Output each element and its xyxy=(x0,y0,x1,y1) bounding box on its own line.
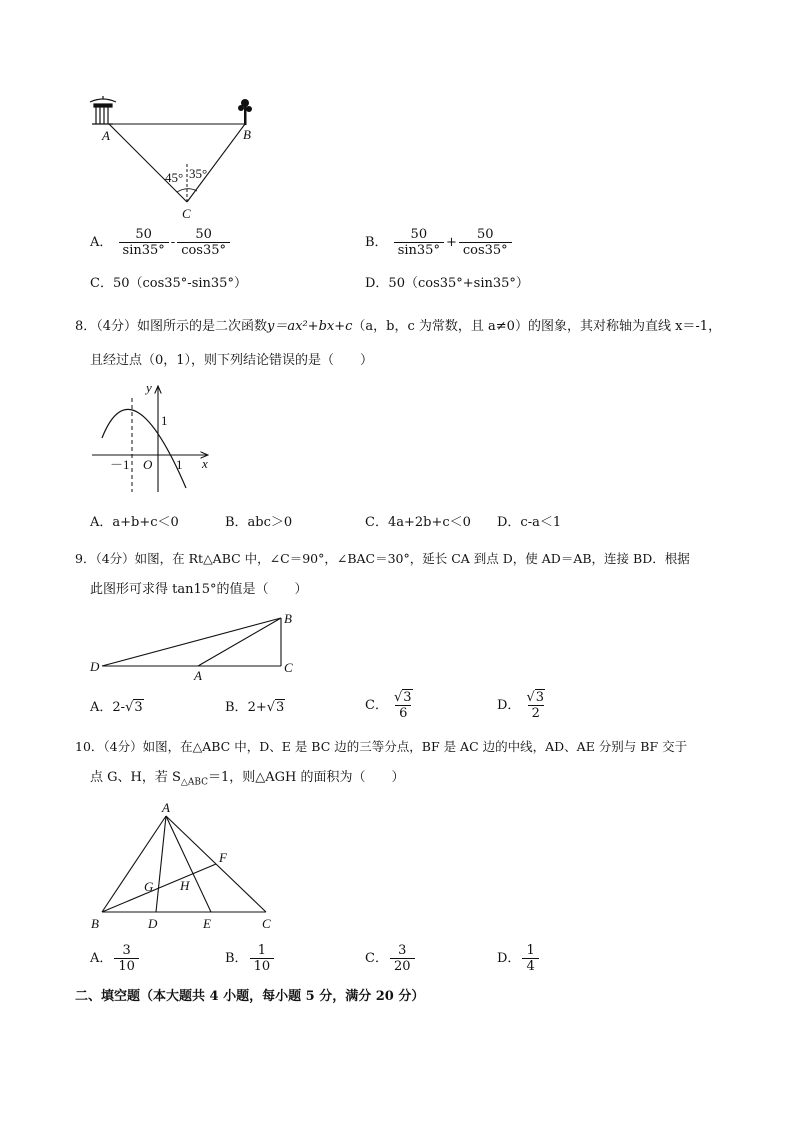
q9-label-b: B xyxy=(284,611,292,626)
tree-icon xyxy=(238,99,252,125)
fraction: $\frac{√3}{2}$ xyxy=(526,690,545,721)
q10-label-f: F xyxy=(219,850,227,865)
q10-option-b: B． $\frac{1}{10}$ xyxy=(225,943,276,974)
q9-label-c: C xyxy=(284,660,293,675)
q10-stem-line2: 点 G、H，若 $S_{\triangle ABC}=1$，则△AGH 的面积为（ ） xyxy=(90,770,405,788)
fraction: $\frac{1}{4}$ xyxy=(522,943,538,974)
q8-stem-line2: 且经过点（0，1），则下列结论错误的是（ ） xyxy=(90,353,374,368)
q10-label-e: E xyxy=(203,916,211,931)
fraction: $\frac{50}{\sin 35^\circ}$ xyxy=(394,227,444,258)
q7-label-b: B xyxy=(243,127,251,142)
q7-triangle-figure xyxy=(85,94,285,224)
q8-option-a: A．a+b+c＜0 xyxy=(90,515,179,530)
q9-option-c: C． $\frac{√3}{6}$ xyxy=(365,690,419,721)
q8-stem-line1: 8．（4分）如图所示的是二次函数y＝ax²+bx+c（a，b，c 为常数，且 a≠0）的图象，其对称轴为直线 x＝-1， xyxy=(75,319,722,334)
q8-label-y: y xyxy=(146,380,152,395)
q8-label-x: x xyxy=(202,456,208,471)
q10-option-a: A． $\frac{3}{10}$ xyxy=(90,943,141,974)
section-heading-fill-in: 二、填空题（本大题共 4 小题，每小题 5 分，满分 20 分） xyxy=(75,989,425,1004)
sqrt: √3 xyxy=(266,700,285,715)
fraction: $\frac{3}{20}$ xyxy=(390,943,415,974)
q10-stem-line1: 10．（4分）如图，在△ABC 中，D、E 是 BC 边的三等分点，BF 是 AC 边的中线，AD、AE 分别与 BF 交于 xyxy=(75,739,688,754)
q8-option-d: D．c-a＜1 xyxy=(497,515,562,530)
q9-option-b: B．2+√3 xyxy=(225,700,285,715)
q10-option-c: C． $\frac{3}{20}$ xyxy=(365,943,417,974)
q7-label-a: A xyxy=(102,128,110,143)
q10-label-c: C xyxy=(262,916,271,931)
q10-label-b: B xyxy=(91,916,99,931)
q10-option-d: D． $\frac{1}{4}$ xyxy=(497,943,541,974)
q9-label-d: D xyxy=(90,659,100,674)
q7-option-b: B． $\frac{50}{\sin 35^\circ}$ + $\frac{50}{\cos 35^\circ}$ xyxy=(365,227,514,258)
q7-option-a: A． $\frac{50}{\sin 35^\circ}$ - $\frac{50}{\cos 35^\circ}$ xyxy=(90,227,232,258)
fraction: $\frac{1}{10}$ xyxy=(250,943,275,974)
q7-option-d: D．50（cos35°+sin35°） xyxy=(365,276,529,291)
sqrt: √3 xyxy=(125,700,143,715)
q7-angle-35: 35° xyxy=(189,166,208,181)
q7-angle-45: 45° xyxy=(165,170,184,185)
q10-label-d: D xyxy=(148,916,158,931)
fraction: $\frac{50}{\cos 35^\circ}$ xyxy=(459,227,512,258)
q10-label-h: H xyxy=(180,878,190,893)
q10-triangle-figure xyxy=(88,798,288,938)
q8-option-c: C．4a+2b+c＜0 xyxy=(365,515,471,530)
q9-stem-line1: 9．（4分）如图，在 Rt△ABC 中，∠C＝90°，∠BAC＝30°，延长 CA 到点 D，使 AD＝AB，连接 BD．根据 xyxy=(75,551,690,566)
q9-stem-line2: 此图形可求得 tan15°的值是（ ） xyxy=(90,582,308,597)
q8-parabola-graph xyxy=(88,380,228,500)
fraction: $\frac{3}{10}$ xyxy=(114,943,139,974)
q9-triangle-figure xyxy=(88,608,308,683)
pavilion-icon xyxy=(90,96,116,124)
q9-label-a: A xyxy=(194,668,202,683)
fraction: $\frac{50}{\sin 35^\circ}$ xyxy=(119,227,169,258)
q8-label-one-y: 1 xyxy=(161,413,168,428)
q8-label-neg-one: －1 xyxy=(110,457,130,472)
q7-label-c: C xyxy=(182,206,191,221)
q9-option-a: A．2-√3 xyxy=(90,700,143,715)
fraction: $\frac{50}{\cos 35^\circ}$ xyxy=(177,227,230,258)
q8-label-origin: O xyxy=(143,457,153,472)
q8-label-one-x: 1 xyxy=(176,457,183,472)
q10-label-g: G xyxy=(144,879,154,894)
fraction: $\frac{√3}{6}$ xyxy=(393,690,412,721)
q8-option-b: B．abc＞0 xyxy=(225,515,293,530)
q7-option-c: C．50（cos35°-sin35°） xyxy=(90,276,247,291)
q9-option-d: D． $\frac{√3}{2}$ xyxy=(497,690,551,721)
q10-label-a: A xyxy=(162,800,170,815)
